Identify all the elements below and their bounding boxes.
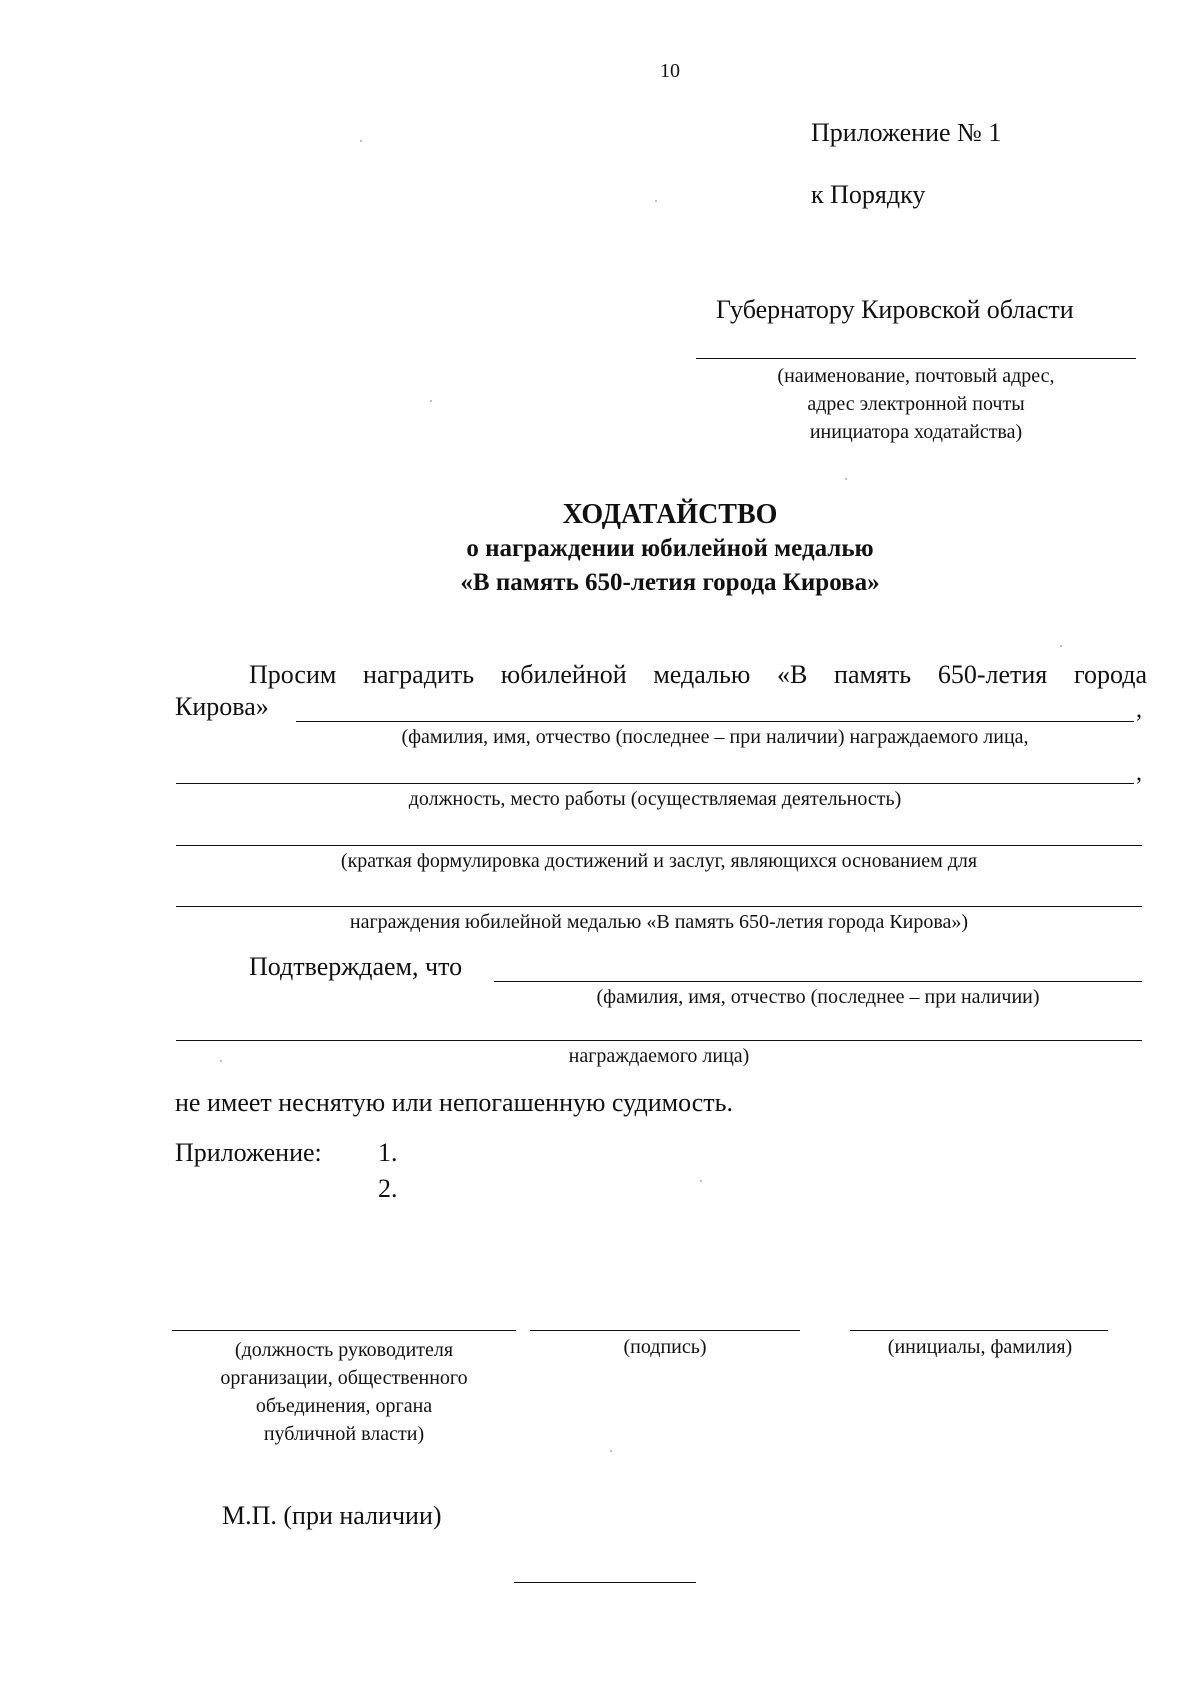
caption-fio: (фамилия, имя, отчество (последнее – при наличии) награждаемого лица, xyxy=(401,726,1029,748)
addressee-line xyxy=(696,358,1136,359)
scan-speck xyxy=(610,1450,612,1452)
scan-speck xyxy=(845,478,847,480)
conviction-text: не имеет неснятую или непогашенную судимость. xyxy=(175,1088,733,1117)
request-line1: Просим наградить юбилейной медалью «В память 650-летия города xyxy=(249,660,1147,689)
caption-confirm-2: награждаемого лица) xyxy=(568,1045,750,1067)
merits-line-2 xyxy=(176,906,1142,907)
page-number: 10 xyxy=(660,60,680,82)
document-heading xyxy=(0,498,1200,600)
caption-merits-2: награждения юбилейной медалью «В память 650-летия города Кирова») xyxy=(349,911,969,933)
position-line xyxy=(176,783,1134,784)
name-caption: (инициалы, фамилия) xyxy=(887,1336,1073,1358)
attachment-item-1: 1. xyxy=(378,1138,398,1167)
heading-subtitle-2: «В память 650-летия города Кирова» xyxy=(460,569,880,596)
confirm-label: Подтверждаем, что xyxy=(249,952,463,981)
scan-speck xyxy=(700,1180,702,1182)
scan-speck xyxy=(220,1060,222,1062)
confirm-line xyxy=(494,981,1142,982)
appendix-line1: Приложение № 1 xyxy=(811,118,1002,147)
attachment-item-2: 2. xyxy=(378,1174,398,1203)
caption-confirm-1: (фамилия, имя, отчество (последнее – при наличии) xyxy=(596,986,1040,1008)
addressee-caption: (наименование, почтовый адрес, адрес электронной почты инициатора ходатайства) xyxy=(777,365,1055,443)
fio-line xyxy=(296,721,1134,722)
fio-comma: , xyxy=(1136,697,1142,723)
merits-line-1 xyxy=(176,845,1142,846)
scan-speck xyxy=(430,400,432,402)
caption-merits-1: (краткая формулировка достижений и заслуг, являющихся основанием для xyxy=(340,850,978,872)
heading-subtitle-1: о награждении юбилейной медалью xyxy=(466,535,874,562)
request-line2: Кирова» xyxy=(175,692,269,721)
signature-line xyxy=(530,1330,800,1331)
scan-speck xyxy=(1060,645,1062,647)
appendix-line2: к Порядку xyxy=(811,180,926,209)
signature-caption: (подпись) xyxy=(623,1336,707,1358)
scan-speck xyxy=(655,200,657,202)
seal-text: М.П. (при наличии) xyxy=(222,1501,442,1530)
end-rule xyxy=(514,1582,696,1583)
attachment-label: Приложение: xyxy=(175,1138,322,1167)
position-signature-line xyxy=(172,1330,516,1331)
name-line xyxy=(850,1330,1108,1331)
confirm-line-2 xyxy=(176,1040,1142,1041)
heading-title: ХОДАТАЙСТВО xyxy=(562,499,778,530)
caption-position: должность, место работы (осуществляемая деятельность) xyxy=(408,788,902,810)
addressee-title: Губернатору Кировской области xyxy=(716,295,1074,324)
signature-position-caption: (должность руководителя организации, общественного объединения, органа публичной власти) xyxy=(220,1339,468,1445)
scan-speck xyxy=(360,140,362,142)
position-comma: , xyxy=(1136,760,1142,786)
